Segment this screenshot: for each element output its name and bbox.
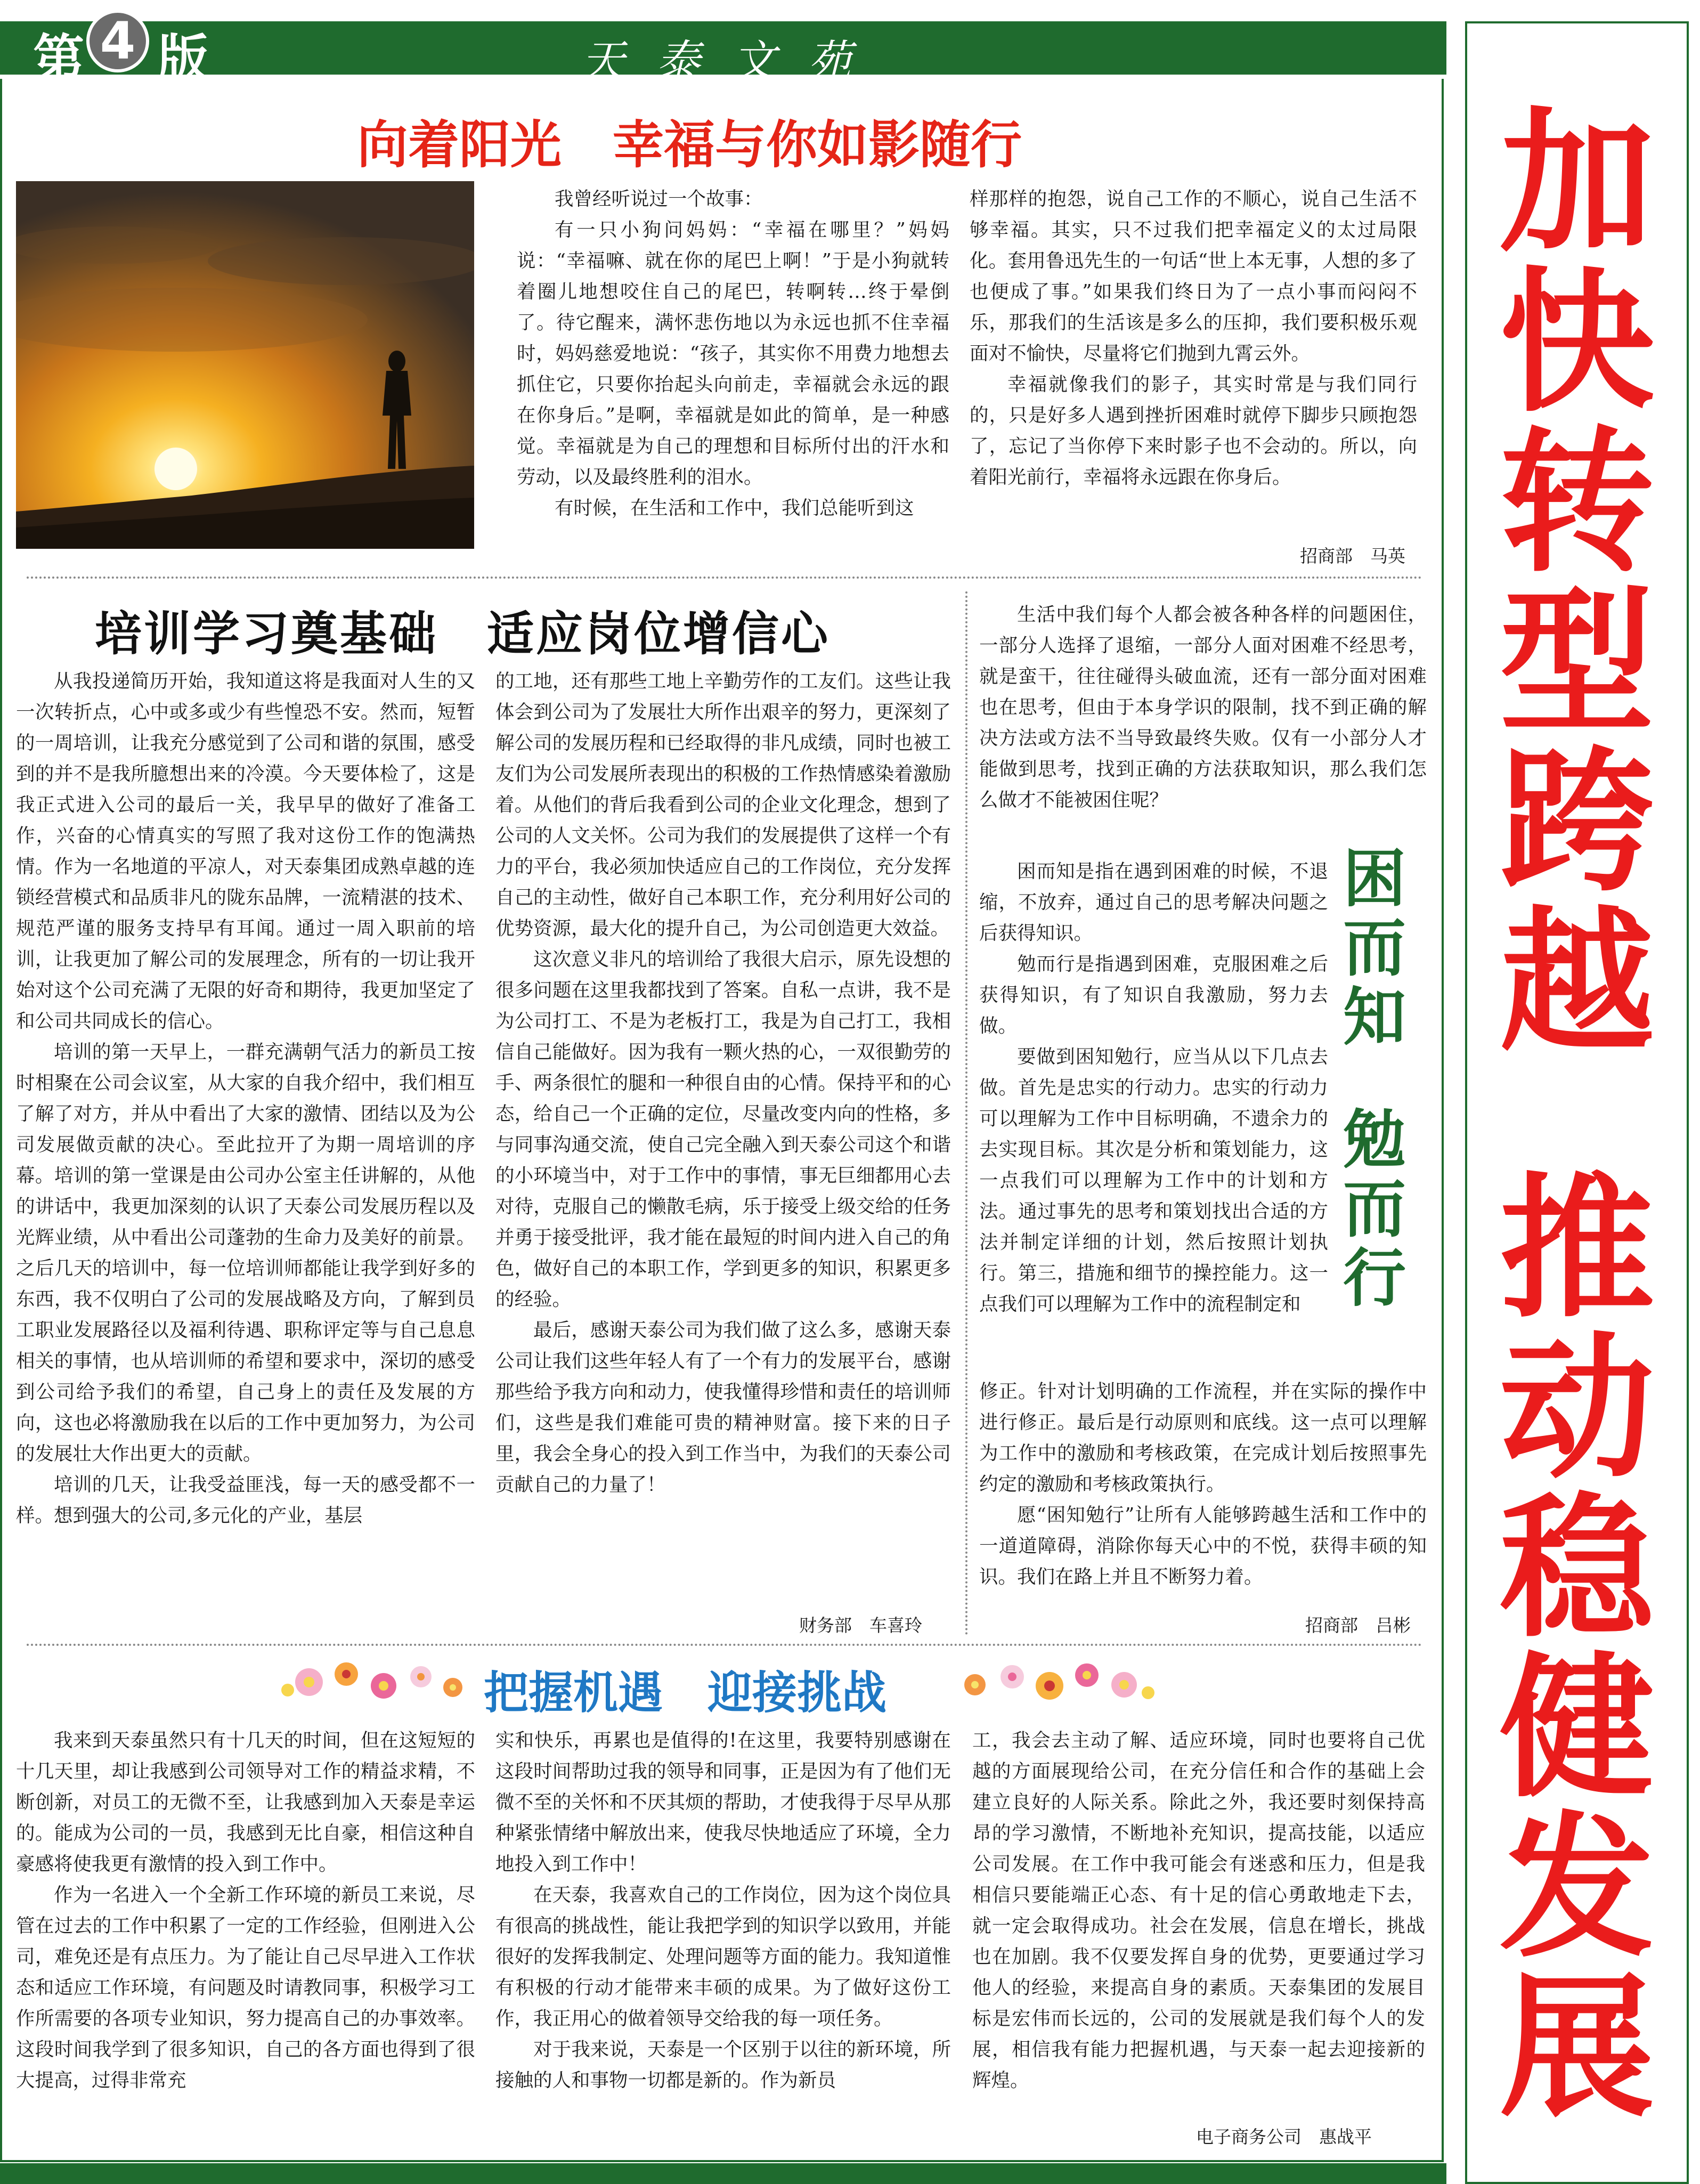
- paragraph: 有时候，在生活和工作中，我们总能听到这: [555, 497, 914, 519]
- article-3-title-char: 困: [1343, 842, 1406, 915]
- paragraph: 我来到天泰虽然只有十几天的时间，但在这短短的十几天里，却让我感到公司领导对工作的精益求精，不断创新，对员工的无微不至，让我感到加入天泰是幸运的。能成为公司的一员，我感到无比自豪，相信这种自豪感将使我更有激情的投入到工作中。: [16, 1730, 475, 1875]
- slogan-char: 稳: [1500, 1479, 1654, 1659]
- section-divider: [27, 577, 1422, 579]
- column-divider: [965, 591, 967, 1636]
- paragraph: 从我投递简历开始，我知道这将是我面对人生的又一次转折点，心中或多或少有些惶恐不安。然而，短暂的一周培训，让我充分感觉到了公司和谐的氛围，感受到的并不是我所臆想出来的冷漠。今天要体检了，这是我正式进入公司的最后一关，我早早的做好了准备工作，兴奋的心情真实的写照了我对这份工作的饱满热情。作为一名地道的平凉人，对天泰集团成熟卓越的连锁经营模式和品质非凡的陇东品牌，一流精湛的技术、规范严谨的服务支持早有耳闻。通过一周入职前的培训，让我更加了解公司的发展理念，所有的一切让我开始对这个公司充满了无限的好奇和期待，我更加坚定了和公司共同成长的信心。: [16, 670, 475, 1032]
- slogan-char: 发: [1500, 1799, 1654, 1978]
- paragraph: 幸福就像我们的影子，其实时常是与我们同行的，只是好多人遇到挫折困难时就停下脚步只顾抱怨了，忘记了当你停下来时影子也不会动的。所以，向着阳光前行，幸福将永远跟在你身后。: [970, 374, 1417, 488]
- slogan-char: 跨: [1500, 733, 1654, 913]
- paragraph: 生活中我们每个人都会被各种各样的问题困住，一部分人选择了退缩，一部分人面对困难不经思考，就是蛮干，往往碰得头破血流，还有一部分面对困难也在思考，但由于本身学识的限制，找不到正确的解决方法或方法不当导致最终失败。仅有一小部分人才能做到思考，找到正确的方法获取知识，那么我们怎么做才不能被困住呢？: [979, 604, 1427, 811]
- paragraph: 愿“困知勉行”让所有人能够跨越生活和工作中的一道道障碍，消除你每天心中的不悦，获得丰硕的知识。我们在路上并且不断努力着。: [979, 1504, 1427, 1588]
- article-1-col-1: [517, 184, 949, 524]
- paragraph: 的工地，还有那些工地上辛勤劳作的工友们。这些让我体会到公司为了发展壮大所作出艰辛的努力，更深刻了解公司的发展历程和已经取得的非凡成绩，同时也被工友们为公司发展所表现出的积极的工作热情感染着激励着。从他们的背后我看到公司的企业文化理念，想到了公司的人文关怀。公司为我们的发展提供了这样一个有力的平台，我必须加快适应自己的工作岗位，充分发挥自己的主动性，做好自己本职工作，充分利用好公司的优势资源，最大化的提升自己，为公司创造更大效益。: [495, 670, 951, 939]
- slogan-char: 转: [1500, 413, 1654, 593]
- article-4-title: 把握机遇 迎接挑战: [484, 1667, 887, 1719]
- article-4-signature: 电子商务公司 惠战平: [1196, 2126, 1372, 2147]
- flower-ornament-left: [277, 1653, 479, 1711]
- article-3-title-char: 行: [1343, 1241, 1406, 1315]
- slogan-char: 型: [1500, 573, 1654, 753]
- article-4-col-1: [16, 1725, 475, 2096]
- slogan-char: 展: [1500, 1959, 1654, 2138]
- article-3-title-char: 而: [1343, 1172, 1406, 1246]
- paragraph: 勉而行是指遇到困难，克服困难之后获得知识，有了知识自我激励，努力去做。: [979, 953, 1328, 1037]
- article-2-signature: 财务部 车喜玲: [799, 1615, 922, 1636]
- slogan-char: 健: [1500, 1639, 1654, 1818]
- article-1-title: 向着阳光 幸福与你如影随行: [357, 115, 1022, 175]
- article-3-signature: 招商部 吕彬: [1305, 1615, 1411, 1636]
- article-1-col-2: [970, 184, 1417, 493]
- article-3-title-char: 知: [1343, 980, 1406, 1054]
- article-2-col-1: [16, 666, 475, 1531]
- article-3-title-char: 而: [1343, 911, 1406, 985]
- article-3-title-char: 勉: [1343, 1103, 1406, 1176]
- article-2-title: 培训学习奠基础 适应岗位增信心: [95, 606, 831, 661]
- paragraph: 要做到困知勉行，应当从以下几点去做。首先是忠实的行动力。忠实的行动力可以理解为工作中目标明确，不遗余力的去实现目标。其次是分析和策划能力，这一点我们可以理解为工作中的计划和方法。通过事先的思考和策划找出合适的方法并制定详细的计划，然后按照计划执行。第三，措施和细节的操控能力。这一点我们可以理解为工作中的流程制定和: [979, 1046, 1328, 1315]
- article-4-col-3: [972, 1725, 1425, 2096]
- page-number-badge: 4: [86, 10, 149, 72]
- footer-bar: [0, 2163, 1446, 2184]
- article-1-signature: 招商部 马英: [1300, 546, 1405, 566]
- slogan-char: 推: [1500, 1159, 1654, 1339]
- page-suffix: 版: [158, 28, 209, 88]
- page-prefix: 第: [33, 28, 84, 88]
- slogan-char: 加: [1500, 94, 1654, 273]
- paragraph: 修正。针对计划明确的工作流程，并在实际的操作中进行修正。最后是行动原则和底线。这一点可以理解为工作中的激励和考核政策，在完成计划后按照事先约定的激励和考核政策执行。: [979, 1381, 1427, 1495]
- slogan-char: 越: [1500, 893, 1654, 1073]
- slogan-char: 快: [1500, 254, 1654, 433]
- section-divider: [27, 1644, 1422, 1646]
- paragraph: 困而知是指在遇到困难的时候，不退缩，不放弃，通过自己的思考解决问题之后获得知识。: [979, 860, 1328, 944]
- article-2-col-2: [495, 666, 951, 1500]
- sunset-photo: [16, 181, 474, 549]
- paragraph: 工，我会去主动了解、适应环境，同时也要将自己优越的方面展现给公司，在充分信任和合作的基础上会建立良好的人际关系。除此之外，我还要时刻保持高昂的学习激情，不断地补充知识，提高技能，以适应公司发展。在工作中我可能会有迷惑和压力，但是我相信只要能端正心态、有十足的信心勇敢地走下去，就一定会取得成功。社会在发展，信息在增长，挑战也在加剧。我不仅要发挥自身的优势，更要通过学习他人的经验，来提高自身的素质。天泰集团的发展目标是宏伟而长远的，公司的发展就是我们每个人的发展，相信我有能力把握机遇，与天泰一起去迎接新的辉煌。: [972, 1730, 1425, 2091]
- slogan-char: 动: [1500, 1319, 1654, 1499]
- paragraph: 作为一名进入一个全新工作环境的新员工来说，尽管在过去的工作中积累了一定的工作经验，但刚进入公司，难免还是有点压力。为了能让自己尽早进入工作状态和适应工作环境，有问题及时请教同事，积极学习工作所需要的各项专业知识，努力提高自己的办事效率。这段时间我学到了很多知识，自己的各方面也得到了很大提高，过得非常充: [16, 1884, 475, 2091]
- paragraph: 这次意义非凡的培训给了我很大启示，原先设想的很多问题在这里我都找到了答案。自私一点讲，我不是为公司打工、不是为老板打工，我是为自己打工，我相信自己能做好。因为我有一颗火热的心，一双很勤劳的手、两条很忙的腿和一种很自由的心情。保持平和的心态，给自己一个正确的定位，尽量改变内向的性格，多与同事沟通交流，使自己完全融入到天泰公司这个和谐的小环境当中，对于工作中的事情，事无巨细都用心去对待，克服自己的懒散毛病，乐于接受上级交给的任务并勇于接受批评，我才能在最短的时间内进入自己的角色，做好自己的本职工作，学到更多的知识，积累更多的经验。: [495, 948, 951, 1310]
- article-3-bottom: [979, 1376, 1427, 1593]
- paragraph: 我曾经听说过一个故事：: [555, 188, 763, 210]
- paragraph: 样那样的抱怨，说自己工作的不顺心，说自己生活不够幸福。其实，只不过我们把幸福定义的太过局限化。套用鲁迅先生的一句话“世上本无事，人想的多了也便成了事。”如果我们终日为了一点小事而闷闷不乐，那我们的生活该是多么的压抑，我们要积极乐观面对不愉快，尽量将它们抛到九霄云外。: [970, 188, 1417, 364]
- flower-ornament-right: [954, 1653, 1156, 1711]
- paragraph: 对于我来说，天泰是一个区别于以往的新环境，所接触的人和事物一切都是新的。作为新员: [495, 2039, 951, 2091]
- paragraph: 有一只小狗问妈妈：“幸福在哪里？”妈妈说：“幸福嘛、就在你的尾巴上啊！”于是小狗就转着圈儿地想咬住自己的尾巴，转啊转…终于晕倒了。待它醒来，满怀悲伤地以为永远也抓不住幸福时，妈妈慈爱地说：“孩子，其实你不用费力地想去抓住它，只要你抬起头向前走，幸福就会永远的跟在你身后。”是啊，幸福就是如此的简单，是一种感觉。幸福就是为自己的理想和目标所付出的汗水和劳动，以及最终胜利的泪水。: [517, 219, 949, 488]
- paragraph: 在天泰，我喜欢自己的工作岗位，因为这个岗位具有很高的挑战性，能让我把学到的知识学以致用，并能很好的发挥我制定、处理问题等方面的能力。我知道惟有积极的行动才能带来丰硕的成果。为了做好这份工作，我正用心的做着领导交给我的每一项任务。: [495, 1884, 951, 2029]
- article-4-col-2: [495, 1725, 951, 2096]
- paragraph: 培训的第一天早上，一群充满朝气活力的新员工按时相聚在公司会议室，从大家的自我介绍中，我们相互了解了对方，并从中看出了大家的激情、团结以及为公司发展做贡献的决心。至此拉开了为期一周培训的序幕。培训的第一堂课是由公司办公室主任讲解的，从他的讲话中，我更加深刻的认识了天泰公司发展历程以及光辉业绩，从中看出公司蓬勃的生命力及美好的前景。之后几天的培训中，每一位培训师都能让我学到好多的东西，我不仅明白了公司的发展战略及方向，了解到员工职业发展路径以及福利待遇、职称评定等与自己息息相关的事情，也从培训师的希望和要求中，深切的感受到公司给予我们的希望，自己身上的责任及发展的方向，这也必将激励我在以后的工作中更加努力，为公司的发展壮大作出更大的贡献。: [16, 1041, 475, 1465]
- article-3-top: [979, 599, 1427, 816]
- section-name: 天泰文苑: [581, 36, 883, 87]
- article-3-mid: [979, 856, 1328, 1320]
- paragraph: 实和快乐，再累也是值得的!在这里，我要特别感谢在这段时间帮助过我的领导和同事，正是因为有了他们无微不至的关怀和不厌其烦的帮助，才使我得于尽早从那种紧张情绪中解放出来，使我尽快地适应了环境，全力地投入到工作中！: [495, 1730, 951, 1875]
- paragraph: 最后，感谢天泰公司为我们做了这么多，感谢天泰公司让我们这些年轻人有了一个有力的发展平台，感谢那些给予我方向和动力，使我懂得珍惜和责任的培训师们，这些是我们难能可贵的精神财富。接下来的日子里，我会全身心的投入到工作当中，为我们的天泰公司贡献自己的力量了！: [495, 1319, 951, 1496]
- paragraph: 培训的几天，让我受益匪浅，每一天的感受都不一样。想到强大的公司,多元化的产业，基层: [16, 1474, 475, 1527]
